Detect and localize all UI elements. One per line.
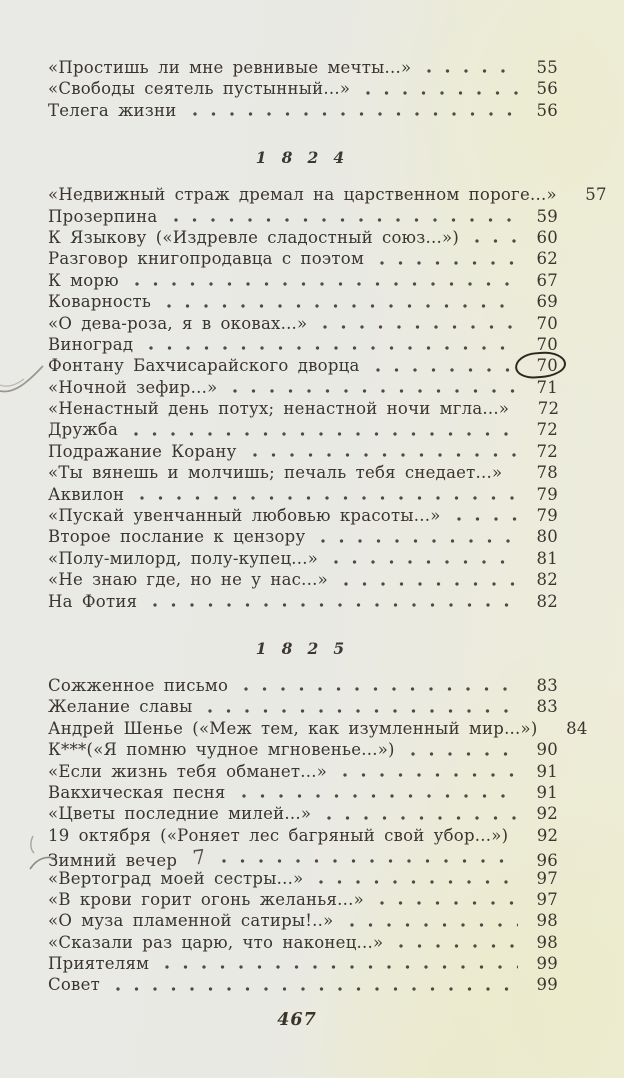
toc-entry-page-number: 91 bbox=[536, 761, 558, 781]
toc-entry bbox=[48, 442, 558, 463]
toc-entry-page-number: 84 bbox=[566, 718, 588, 738]
toc-entry-title: Дружба bbox=[48, 420, 119, 440]
toc-entry-page-number: 83 bbox=[536, 675, 558, 695]
dot-leader bbox=[360, 79, 518, 100]
dot-leader bbox=[159, 954, 518, 975]
toc-entry-page-number: 80 bbox=[536, 527, 558, 547]
dot-leader bbox=[374, 249, 518, 270]
toc-section bbox=[48, 613, 588, 997]
toc-entry-page-number: 96 bbox=[536, 851, 558, 871]
toc-entry bbox=[48, 911, 558, 932]
toc-entry-title: «Цветы последние милей...» bbox=[48, 804, 312, 824]
pencil-pointer-mark bbox=[0, 366, 43, 391]
toc-entry-title: «Свободы сеятель пустынный...» bbox=[48, 79, 351, 99]
toc-entry-title: Коварность bbox=[48, 292, 152, 312]
dot-leader bbox=[134, 485, 518, 506]
toc-entry-title: «Полу-милорд, полу-купец...» bbox=[48, 548, 319, 568]
toc-entry-title: Виноград bbox=[48, 334, 134, 354]
toc-entry-page-number: 91 bbox=[536, 782, 558, 802]
dot-leader bbox=[451, 506, 518, 527]
toc-entry-title: «Сказали раз царю, что наконец...» bbox=[48, 932, 384, 952]
dot-leader bbox=[421, 58, 518, 79]
toc-entry-title: Прозерпина bbox=[48, 206, 158, 226]
toc-entry-page-number: 56 bbox=[536, 79, 558, 99]
dot-leader bbox=[110, 975, 518, 996]
toc-entry-title: К***(«Я помню чудное мгновенье...») bbox=[48, 740, 395, 760]
toc-entry-title: «Недвижный страж дремал на царственном пороге...» bbox=[48, 185, 557, 205]
toc-entry-page-number: 98 bbox=[536, 911, 558, 931]
toc-entry-title: «Если жизнь тебя обманет...» bbox=[48, 761, 328, 781]
toc-entry-page-number: 82 bbox=[536, 591, 558, 611]
dot-leader bbox=[168, 207, 518, 228]
section-spacer bbox=[48, 122, 558, 148]
toc-entry bbox=[48, 271, 558, 292]
dot-leader bbox=[370, 356, 518, 377]
dot-leader bbox=[238, 676, 518, 697]
toc-entry bbox=[48, 592, 558, 613]
toc-entry bbox=[48, 804, 558, 825]
toc-entry bbox=[48, 697, 558, 718]
toc-entry bbox=[48, 844, 558, 871]
section-spacer bbox=[48, 167, 558, 185]
year-heading: 1 8 2 5 bbox=[255, 638, 351, 658]
toc-entry bbox=[48, 975, 558, 996]
toc-entry-page-number: 70 bbox=[524, 356, 558, 375]
toc-entry-page-number: 55 bbox=[536, 58, 558, 77]
toc-entry-title: «Ночной зефир...» bbox=[48, 377, 218, 397]
dot-leader bbox=[469, 228, 518, 249]
toc-entry-page-number: 92 bbox=[536, 804, 558, 824]
section-spacer bbox=[48, 658, 558, 676]
toc-entry bbox=[48, 378, 558, 399]
year-heading: 1 8 2 4 bbox=[255, 148, 351, 168]
toc-entry-title: Андрей Шенье («Меж тем, как изумленный мир...») bbox=[48, 718, 538, 738]
toc-entry-page-number: 57 bbox=[585, 185, 607, 205]
toc-entry-title: «О дева-роза, я в оковах...» bbox=[48, 313, 308, 333]
toc-entry-page-number: 98 bbox=[536, 932, 558, 952]
toc-entry bbox=[48, 527, 558, 548]
toc-entry bbox=[48, 228, 558, 249]
toc-entry-page-number: 60 bbox=[536, 227, 558, 247]
toc-entry-page-number: 70 bbox=[536, 313, 558, 333]
dot-leader bbox=[393, 933, 518, 954]
toc-entry-page-number: 59 bbox=[536, 206, 558, 226]
toc-entry-title: Сожженное письмо bbox=[48, 675, 229, 695]
toc-entry bbox=[48, 826, 558, 847]
dot-leader bbox=[313, 869, 518, 890]
dot-leader bbox=[216, 847, 518, 868]
toc-entry-title: «Не знаю где, но не у нас...» bbox=[48, 570, 328, 590]
toc-entry bbox=[48, 399, 558, 420]
toc-entry bbox=[48, 762, 558, 783]
toc-section bbox=[48, 58, 558, 122]
toc-entry-page-number: 78 bbox=[536, 463, 558, 483]
toc-entries bbox=[48, 185, 607, 613]
handwritten-pencil-mark: 7 bbox=[191, 844, 208, 870]
toc-entry-page-number: 90 bbox=[536, 740, 558, 760]
toc-entry-title: Совет bbox=[48, 975, 100, 995]
toc-entry bbox=[48, 249, 558, 270]
toc-entry-page-number: 72 bbox=[536, 441, 558, 461]
dot-leader bbox=[315, 527, 518, 548]
dot-leader bbox=[247, 442, 518, 463]
toc-entry bbox=[48, 79, 558, 100]
toc-entry-page-number: 79 bbox=[536, 506, 558, 526]
dot-leader bbox=[405, 740, 518, 761]
toc-entry bbox=[48, 485, 558, 506]
toc-entry-title: Приятелям bbox=[48, 954, 150, 974]
toc-entry-page-number: 69 bbox=[536, 292, 558, 312]
dot-leader bbox=[338, 570, 518, 591]
toc-entry-title: «Вертоград моей сестры...» bbox=[48, 868, 304, 888]
toc-section bbox=[48, 122, 607, 613]
dot-leader bbox=[344, 911, 518, 932]
toc-entry bbox=[48, 954, 558, 975]
toc-entry-page-number: 97 bbox=[536, 889, 558, 909]
toc-entry-title: «О муза пламенной сатиры!..» bbox=[48, 911, 334, 931]
toc-entry bbox=[48, 314, 558, 335]
toc-entry bbox=[48, 933, 558, 954]
pencil-tick-zimniy bbox=[31, 836, 34, 853]
toc-entry bbox=[48, 185, 607, 206]
dot-leader bbox=[236, 783, 518, 804]
dot-leader bbox=[374, 890, 518, 911]
toc-entry bbox=[48, 292, 558, 313]
toc-entry bbox=[48, 783, 558, 804]
toc-entry-title: Зимний вечер bbox=[48, 851, 178, 871]
toc-entry-title: «В крови горит огонь желанья...» bbox=[48, 889, 364, 909]
toc-entry-title: Разговор книгопродавца с поэтом bbox=[48, 249, 365, 269]
toc-entry-title: 19 октября («Роняет лес багряный свой убор...») bbox=[48, 825, 509, 845]
dot-leader bbox=[143, 335, 518, 356]
toc-entry-title: Второе послание к цензору bbox=[48, 527, 306, 547]
toc-entry-page-number: 99 bbox=[536, 954, 558, 974]
dot-leader bbox=[512, 463, 518, 484]
pencil-pointer-mark-2 bbox=[0, 379, 24, 386]
dot-leader bbox=[129, 271, 518, 292]
toc-entry-page-number: 72 bbox=[536, 420, 558, 440]
toc-entry-page-number: 71 bbox=[536, 377, 558, 397]
toc-entry-page-number: 79 bbox=[536, 484, 558, 504]
dot-leader bbox=[317, 314, 518, 335]
toc-entry bbox=[48, 58, 558, 79]
toc-entry bbox=[48, 676, 558, 697]
toc-entry-page-number: 56 bbox=[536, 100, 558, 120]
toc-entry-page-number: 72 bbox=[537, 399, 560, 419]
toc-entry-page-number: 92 bbox=[536, 825, 559, 845]
toc-entry bbox=[48, 420, 558, 441]
dot-leader bbox=[202, 697, 518, 718]
dot-leader bbox=[337, 762, 518, 783]
toc-entry bbox=[48, 463, 558, 484]
toc-entries bbox=[48, 675, 588, 997]
toc-entry-page-number: 70 bbox=[536, 334, 558, 354]
toc-entry-title: Телега жизни bbox=[48, 100, 177, 120]
toc-entry bbox=[48, 570, 558, 591]
toc-entry-page-number: 81 bbox=[536, 548, 558, 568]
toc-entry-page-number: 97 bbox=[536, 868, 558, 888]
toc-entry-title: Аквилон bbox=[48, 484, 125, 504]
toc-entry-title: «Ты вянешь и молчишь; печаль тебя снедает...» bbox=[48, 463, 503, 483]
dot-leader bbox=[128, 420, 518, 441]
section-spacer bbox=[48, 613, 558, 639]
toc-entry-title: Желание славы bbox=[48, 697, 193, 717]
toc-entry-title: Подражание Корану bbox=[48, 441, 237, 461]
toc-entry-page-number: 82 bbox=[536, 570, 558, 590]
toc-entry-title: «Простишь ли мне ревнивые мечты...» bbox=[48, 58, 412, 77]
toc-entry-page-number: 67 bbox=[536, 270, 558, 290]
toc-entry-page-number: 62 bbox=[536, 249, 558, 269]
toc-entry bbox=[48, 506, 558, 527]
toc-entry bbox=[48, 890, 558, 911]
dot-leader bbox=[321, 804, 518, 825]
toc-entry-title: Фонтану Бахчисарайского дворца bbox=[48, 356, 360, 376]
dot-leader bbox=[227, 378, 518, 399]
toc-entry-title: «Ненастный день потух; ненастной ночи мгла...» bbox=[48, 399, 510, 419]
toc-entry-title: К морю bbox=[48, 270, 119, 290]
dot-leader bbox=[147, 592, 518, 613]
toc-entry bbox=[48, 101, 558, 122]
dot-leader bbox=[187, 101, 518, 122]
toc-entry bbox=[48, 549, 558, 570]
toc-entry-page-number: 83 bbox=[536, 697, 558, 717]
toc-entry bbox=[48, 356, 558, 377]
page-number-footer: 467 bbox=[277, 1009, 317, 1030]
toc-entry bbox=[48, 869, 558, 890]
toc-entry-title: «Пускай увенчанный любовью красоты...» bbox=[48, 506, 441, 526]
dot-leader bbox=[328, 549, 518, 570]
toc-entry bbox=[48, 718, 588, 740]
toc-entry-page-number: 99 bbox=[536, 975, 558, 995]
toc-entry-title: На Фотия bbox=[48, 591, 138, 611]
table-of-contents bbox=[48, 58, 607, 997]
toc-entry bbox=[48, 207, 558, 228]
toc-entry-title: К Языкову («Издревле сладостный союз...») bbox=[48, 227, 460, 247]
toc-entry-title: Вакхическая песня bbox=[48, 782, 226, 802]
toc-entry bbox=[48, 335, 558, 356]
toc-entries bbox=[48, 58, 558, 122]
dot-leader bbox=[161, 292, 518, 313]
toc-entry bbox=[48, 740, 558, 761]
